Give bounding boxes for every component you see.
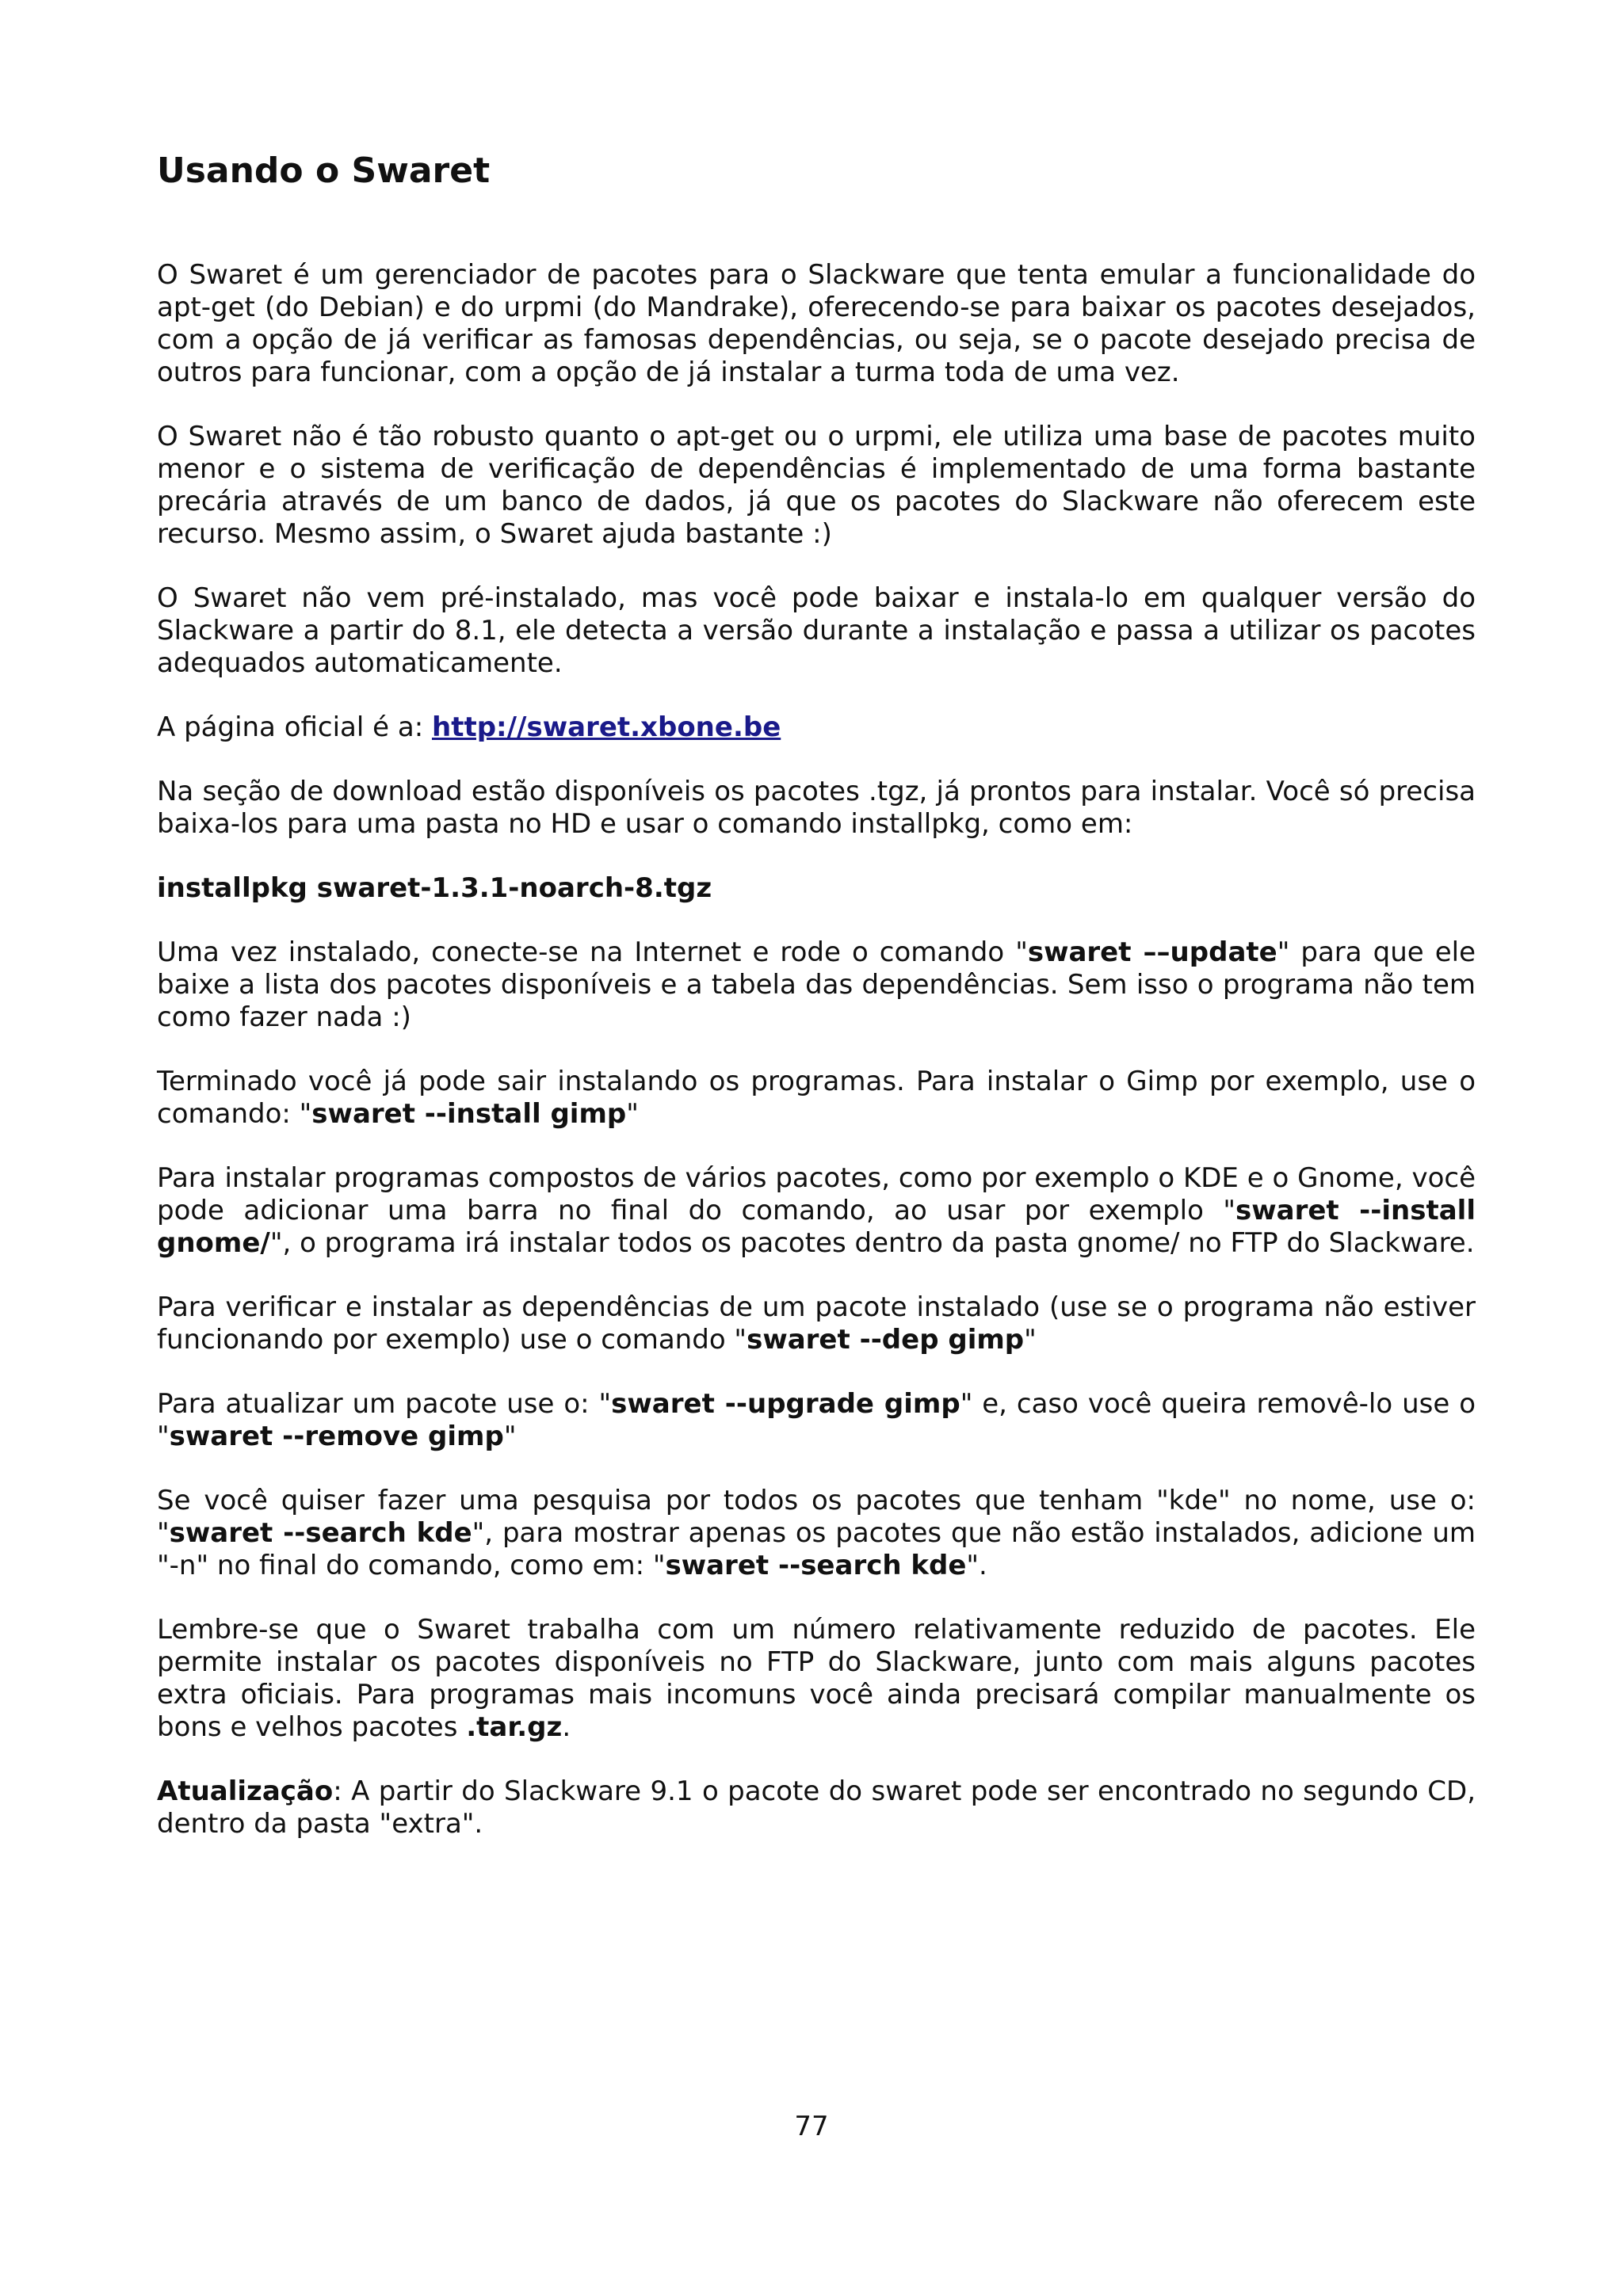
- text-run: : A partir do Slackware 9.1 o pacote do swaret pode ser encontrado no segundo CD, dentro da pasta "extra".: [157, 1775, 1476, 1840]
- paragraph: [157, 1485, 1476, 1582]
- paragraph: [157, 936, 1476, 1034]
- paragraph: [157, 711, 1476, 744]
- text-run: ", o programa irá instalar todos os pacotes dentro da pasta gnome/ no FTP do Slackware.: [269, 1226, 1475, 1259]
- text-run: O Swaret é um gerenciador de pacotes para o Slackware que tenta emular a funcionalidade do apt-get (do Debian) e do urpmi (do Mandrake), oferecendo-se para baixar os pacotes desejados, com a opção de já verificar as famosas dependências, ou seja, se o pacote desejado precisa de outros para funcionar, com a opção de já instalar a turma toda de uma vez.: [157, 258, 1476, 388]
- document-page: [157, 151, 1476, 1872]
- paragraph: [157, 1291, 1476, 1356]
- text-run: ", para mostrar apenas os pacotes que não estão instalados, adicione um "-n" no final do comando, como em: ": [157, 1516, 1476, 1581]
- text-run: " para que ele baixe a lista dos pacotes disponíveis e a tabela das dependências. Sem isso o programa não tem como fazer nada :): [157, 936, 1476, 1033]
- paragraph: [157, 1388, 1476, 1453]
- paragraph: [157, 259, 1476, 389]
- bold-text: swaret --install gnome/: [157, 1194, 1476, 1259]
- paragraph: [157, 1775, 1476, 1840]
- bold-text: swaret --remove gimp: [169, 1420, 504, 1452]
- paragraph: [157, 872, 1476, 905]
- text-run: Na seção de download estão disponíveis os pacotes .tgz, já prontos para instalar. Você só precisa baixa-los para uma pasta no HD e usar o comando installpkg, como em:: [157, 775, 1476, 840]
- official-site-link[interactable]: http://swaret.xbone.be: [431, 711, 781, 743]
- bold-text: swaret --upgrade gimp: [611, 1387, 960, 1420]
- bold-text: swaret --dep gimp: [747, 1323, 1025, 1356]
- text-run: ": [626, 1097, 639, 1130]
- bold-text: .tar.gz: [466, 1711, 563, 1743]
- paragraph: [157, 1066, 1476, 1131]
- text-run: O Swaret não é tão robusto quanto o apt-get ou o urpmi, ele utiliza uma base de pacotes muito menor e o sistema de verificação de dependências é implementado de uma forma bastante precária através de um banco de dados, já que os pacotes do Slackware não oferecem este recurso. Mesmo assim, o Swaret ajuda bastante :): [157, 420, 1476, 550]
- text-run: A página oficial é a:: [157, 711, 432, 743]
- paragraph: [157, 1614, 1476, 1744]
- bold-text: swaret ––update: [1027, 936, 1277, 968]
- text-run: Se você quiser fazer uma pesquisa por todos os pacotes que tenham "kde" no nome, use o: ": [157, 1484, 1476, 1549]
- text-run: Lembre-se que o Swaret trabalha com um número relativamente reduzido de pacotes. Ele permite instalar os pacotes disponíveis no FTP do Slackware, junto com mais alguns pacotes extra oficiais. Para programas mais incomuns você ainda precisará compilar manualmente os bons e velhos pacotes: [157, 1613, 1476, 1743]
- text-run: ": [1024, 1323, 1037, 1356]
- page-number: 77: [794, 2111, 829, 2142]
- text-run: .: [562, 1711, 571, 1743]
- text-run: " e, caso você queira removê-lo use o ": [157, 1387, 1476, 1452]
- text-run: Para instalar programas compostos de vários pacotes, como por exemplo o KDE e o Gnome, você pode adicionar uma barra no final do comando, ao usar por exemplo ": [157, 1161, 1476, 1226]
- body-text: [157, 259, 1476, 1840]
- bold-text: swaret --search kde: [665, 1549, 967, 1581]
- text-run: Para atualizar um pacote use o: ": [157, 1387, 612, 1420]
- bold-text: swaret --install gimp: [311, 1097, 627, 1130]
- paragraph: [157, 1162, 1476, 1260]
- text-run: Terminado você já pode sair instalando os programas. Para instalar o Gimp por exemplo, use o comando: ": [157, 1065, 1476, 1130]
- bold-text: Atualização: [157, 1775, 334, 1807]
- text-run: Uma vez instalado, conecte-se na Internet e rode o comando ": [157, 936, 1028, 968]
- text-run: ": [503, 1420, 517, 1452]
- page-title: Usando o Swaret: [157, 151, 491, 191]
- bold-text: swaret --search kde: [169, 1516, 472, 1549]
- bold-text: installpkg swaret-1.3.1-noarch-8.tgz: [157, 871, 712, 904]
- text-run: Para verificar e instalar as dependências de um pacote instalado (use se o programa não estiver funcionando por exemplo) use o comando ": [157, 1291, 1476, 1356]
- text-run: O Swaret não vem pré-instalado, mas você pode baixar e instala-lo em qualquer versão do Slackware a partir do 8.1, ele detecta a versão durante a instalação e passa a utilizar os pacotes adequados automaticamente.: [157, 582, 1476, 679]
- paragraph: [157, 582, 1476, 680]
- paragraph: [157, 776, 1476, 841]
- paragraph: [157, 421, 1476, 551]
- text-run: ".: [966, 1549, 987, 1581]
